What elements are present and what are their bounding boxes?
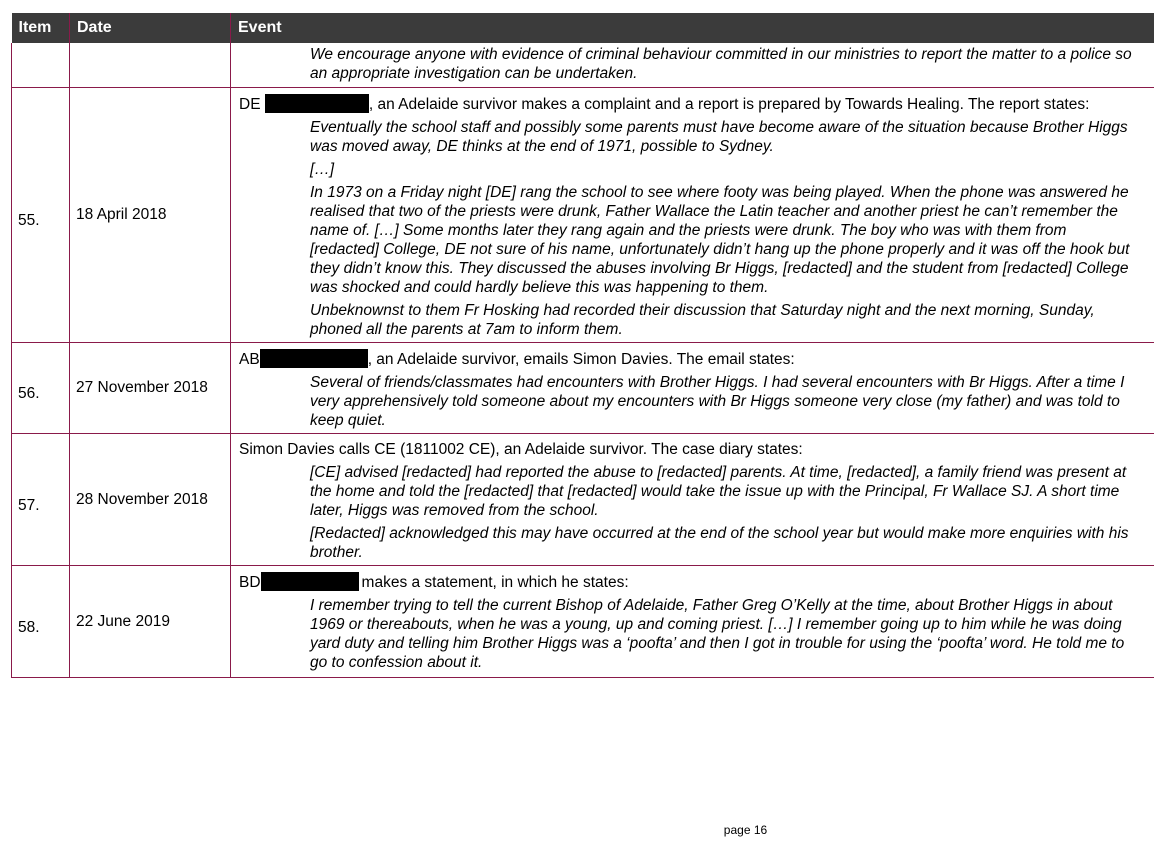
redaction-box xyxy=(261,572,359,591)
event-quote: I remember trying to tell the current Bishop of Adelaide, Father Greg O’Kelly at the time, about Brother Higgs in about 1969 or thereabouts, when he was a young, up and coming priest. […] I remember going up to him while he was doing yard duty and telling him Brother Higgs was a ‘poofta’ and then I got in trouble for using the ‘poofta’ word. He told me to go to confession about it. xyxy=(310,596,1125,671)
table-row xyxy=(12,342,1154,433)
intro-prefix: AB xyxy=(239,350,260,368)
page-number: page 16 xyxy=(723,823,768,837)
table-row xyxy=(12,565,1154,677)
item-cell: 58. xyxy=(12,565,70,677)
date-cell: 27 November 2018 xyxy=(70,342,231,433)
item-cell: 57. xyxy=(12,433,70,565)
event-cell xyxy=(231,342,1154,433)
event-quote: [CE] advised [redacted] had reported the abuse to [redacted] parents. At time, [redacted], a family friend was present at the home and told the [redacted] that [redacted] would take the issue up with the Principal, Fr Wallace SJ. A short time later, Higgs was removed from the school. xyxy=(310,463,1127,519)
header-date: Date xyxy=(70,13,231,43)
item-cell: 56. xyxy=(12,342,70,433)
table-row xyxy=(12,43,1154,87)
event-intro: Simon Davies calls CE (1811002 CE), an Adelaide survivor. The case diary states: xyxy=(239,440,803,458)
event-quote: In 1973 on a Friday night [DE] rang the school to see where footy was being played. When the phone was answered he realised that two of the priests were drunk, Father Wallace the Latin teacher and another priest he can’t remember the name of. […] Some months later they rang again and the priests were drunk. The boy who was with them from [redacted] College, DE not sure of his name, unfortunately didn’t hang up the phone properly and it was off the hook but they didn’t know this. They discussed the abuses involving Br Higgs, [redacted] and the student from [redacted] College was shocked and could hardly believe this was happening to them. xyxy=(310,183,1130,296)
event-intro xyxy=(239,349,1134,369)
date-cell: 28 November 2018 xyxy=(70,433,231,565)
redaction-box xyxy=(260,349,368,368)
redaction-box xyxy=(265,94,369,113)
intro-prefix: DE xyxy=(239,95,261,113)
date-cell: 22 June 2019 xyxy=(70,565,231,677)
event-quote: Several of friends/classmates had encounters with Brother Higgs. I had several encounters with Br Higgs. After a time I very apprehensively told someone about my encounters with Br Higgs someone very close (my father) and was told to keep quiet. xyxy=(310,373,1125,429)
intro-suffix: makes a statement, in which he states: xyxy=(361,573,629,591)
event-quote: [Redacted] acknowledged this may have occurred at the end of the school year but would make more enquiries with his brother. xyxy=(310,524,1129,561)
header-event: Event xyxy=(231,13,1154,43)
item-cell: 55. xyxy=(12,87,70,342)
event-cell xyxy=(231,565,1154,677)
event-cell xyxy=(231,433,1154,565)
event-quote: […] xyxy=(310,160,335,178)
table-row xyxy=(12,87,1154,342)
intro-prefix: BD xyxy=(239,573,261,591)
date-cell: 18 April 2018 xyxy=(70,87,231,342)
header-item: Item xyxy=(12,13,70,43)
event-quote: We encourage anyone with evidence of criminal behaviour committed in our ministries to report the matter to a police so an appropriate investigation can be undertaken. xyxy=(310,46,1132,82)
event-intro xyxy=(239,572,1134,592)
item-cell xyxy=(12,43,70,87)
event-quote: Eventually the school staff and possibly some parents must have become aware of the situation because Brother Higgs was moved away, DE thinks at the end of 1971, possible to Sydney. xyxy=(310,118,1128,155)
events-table xyxy=(11,13,1154,678)
intro-suffix: , an Adelaide survivor makes a complaint and a report is prepared by Towards Healing. The report states: xyxy=(368,95,1090,113)
table-row xyxy=(12,433,1154,565)
date-cell xyxy=(70,43,231,87)
table-header-row xyxy=(12,13,1154,43)
event-intro xyxy=(239,94,1134,114)
event-cell xyxy=(231,43,1154,87)
event-cell xyxy=(231,87,1154,342)
event-quote: Unbeknownst to them Fr Hosking had recorded their discussion that Saturday night and the next morning, Sunday, phoned all the parents at 7am to inform them. xyxy=(310,301,1095,338)
intro-suffix: , an Adelaide survivor, emails Simon Davies. The email states: xyxy=(367,350,795,368)
